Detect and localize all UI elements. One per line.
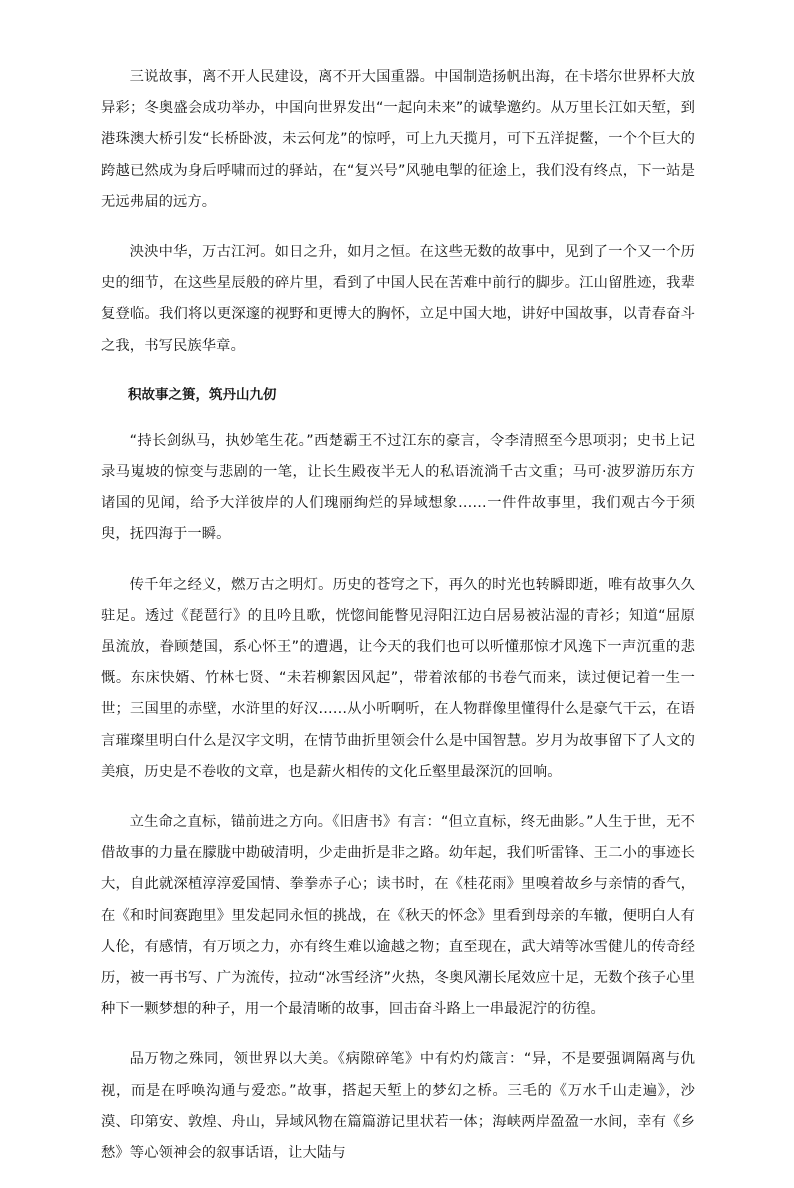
paragraph-lamp: 传千年之经义，燃万古之明灯。历史的苍穹之下，再久的时光也转瞬即逝，唯有故事久久驻足。透过《琵琶行》的且吟且歌，恍惚间能瞥见浔阳江边白居易被沾湿的青衫；知道“屈原虽流放，眷顾楚国，系心怀王”的遭遇，让今天的我们也可以听懂那惊才风逸下一声沉重的悲慨。东床快婿、竹林七贤、“未若柳絮因风起”，带着浓郁的书卷气而来，读过便记着一生一世；三国里的赤壁，水浒里的好汉……从小听啊听，在人物群像里懂得什么是豪气干云，在语言璀璨里明白什么是汉字文明，在情节曲折里领会什么是中国智慧。岁月为故事留下了人文的美痕，历史是不卷收的文章，也是薪火相传的文化丘壑里最深沉的回响。 bbox=[101, 576, 695, 780]
paragraph-construction: 三说故事，离不开人民建设，离不开大国重器。中国制造扬帆出海，在卡塔尔世界杯大放异彩；冬奥盛会成功举办，中国向世界发出“一起向未来”的诚挚邀约。从万里长江如天堑，到港珠澳大桥引发“长桥卧波，未云何龙”的惊呼，可上九天揽月，可下五洋捉鳖，一个个巨大的跨越已然成为身后呼啸而过的驿站，在“复兴号”风驰电掣的征途上，我们没有终点，下一站是无远弗届的远方。 bbox=[101, 69, 695, 210]
section-heading: 积故事之篑，筑丹山九仞 bbox=[128, 386, 277, 403]
paragraph-china-stories: 泱泱中华，万古江河。如日之升，如月之恒。在这些无数的故事中，见到了一个又一个历史的细节，在这些星辰般的碎片里，看到了中国人民在苦难中前行的脚步。江山留胜迹，我辈复登临。我们将以更深邃的视野和更博大的胸怀，立足中国大地，讲好中国故事，以青春奋斗之我，书写民族华章。 bbox=[101, 244, 695, 354]
document-page bbox=[101, 62, 695, 1188]
paragraph-life-direction: 立生命之直标，锚前进之方向。《旧唐书》有言：“但立直标，终无曲影。”人生于世，无不借故事的力量在朦胧中勘破清明，少走曲折是非之路。幼年起，我们听雷锋、王二小的事迹长大，自此就深植淳淳爱国情、拳拳赤子心；读书时，在《桂花雨》里嗅着故乡与亲情的香气，在《和时间赛跑里》里发起同永恒的挑战，在《秋天的怀念》里看到母亲的车辙，便明白人有人伦，有感情，有万顷之力，亦有终生难以逾越之物；直至现在，武大靖等冰雪健儿的传奇经历，被一再书写、广为流传，拉动“冰雪经济”火热，冬奥风潮长尾效应十足，无数个孩子心里种下一颗梦想的种子，用一个最清晰的故事，回击奋斗路上一串最泥泞的彷徨。 bbox=[101, 814, 695, 1018]
paragraph-world-beauty: 品万物之殊同，领世界以大美。《病隙碎笔》中有灼灼箴言：“异，不是要强调隔离与仇视，而是在呼唤沟通与爱恋。”故事，搭起天堑上的梦幻之桥。三毛的《万水千山走遍》，沙漠、印第安、敦煌、舟山，异域风物在篇篇游记里状若一体；海峡两岸盈盈一水间，幸有《乡愁》等心领神会的叙事话语，让大陆与 bbox=[101, 1051, 695, 1162]
paragraph-sword-pen: “持长剑纵马，执妙笔生花。”西楚霸王不过江东的豪言，令李清照至今思项羽；史书上记录马嵬坡的惊变与悲剧的一笔，让长生殿夜半无人的私语流淌千古文重；马可·波罗游历东方诸国的见闻，给予大洋彼岸的人们瑰丽绚烂的异域想象……一件件故事里，我们观古今于须臾，抚四海于一瞬。 bbox=[101, 432, 695, 543]
